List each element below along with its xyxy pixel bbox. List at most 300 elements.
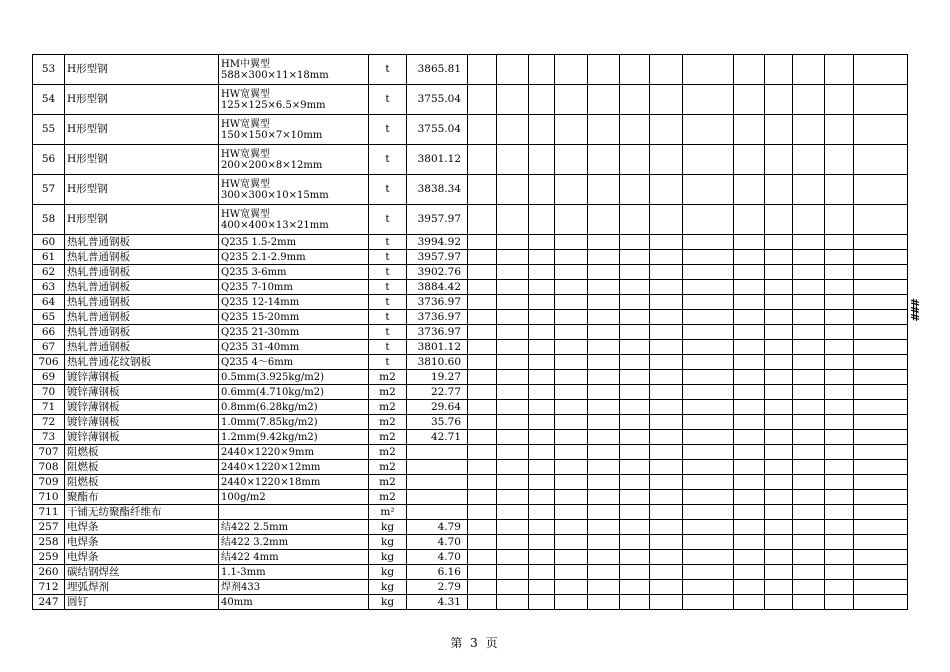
empty-cell (650, 250, 683, 265)
empty-cell (734, 460, 765, 475)
empty-cell (555, 490, 588, 505)
empty-cell (825, 325, 854, 340)
empty-cell (765, 430, 793, 445)
empty-cell (854, 400, 908, 415)
item-name: 干铺无纺聚酯纤维布 (65, 505, 219, 520)
item-price: 6.16 (407, 565, 468, 580)
item-number: 53 (33, 55, 65, 85)
empty-cell (793, 235, 825, 250)
empty-cell (555, 235, 588, 250)
item-price: 3736.97 (407, 295, 468, 310)
empty-cell (854, 460, 908, 475)
empty-cell (529, 310, 555, 325)
item-name: 热轧普通钢板 (65, 325, 219, 340)
empty-cell (497, 445, 529, 460)
empty-cell (497, 505, 529, 520)
empty-cell (620, 340, 650, 355)
item-name: 阻燃板 (65, 445, 219, 460)
empty-cell (765, 400, 793, 415)
empty-cell (529, 355, 555, 370)
table-row (33, 475, 908, 490)
table-row (33, 415, 908, 430)
empty-cell (529, 250, 555, 265)
empty-cell (620, 595, 650, 610)
empty-cell (734, 535, 765, 550)
item-spec (219, 235, 369, 250)
item-number: 54 (33, 85, 65, 115)
item-number: 710 (33, 490, 65, 505)
empty-cell (793, 145, 825, 175)
empty-cell (825, 445, 854, 460)
item-unit: t (369, 355, 407, 370)
empty-cell (825, 535, 854, 550)
empty-cell (588, 85, 620, 115)
empty-cell (650, 430, 683, 445)
item-unit: t (369, 280, 407, 295)
item-name: 镀锌薄钢板 (65, 415, 219, 430)
empty-cell (588, 355, 620, 370)
empty-cell (529, 265, 555, 280)
empty-cell (854, 295, 908, 310)
empty-cell (497, 550, 529, 565)
price-table (32, 54, 908, 610)
empty-cell (765, 235, 793, 250)
table-row (33, 325, 908, 340)
item-number: 55 (33, 115, 65, 145)
spec-line: Q235 12-14mm (221, 296, 300, 308)
empty-cell (588, 505, 620, 520)
empty-cell (854, 475, 908, 490)
empty-cell (620, 85, 650, 115)
spec-line: Q235 31-40mm (221, 341, 300, 353)
item-unit: t (369, 235, 407, 250)
item-name: H形型钢 (65, 85, 219, 115)
item-name: 镀锌薄钢板 (65, 370, 219, 385)
empty-cell (555, 550, 588, 565)
empty-cell (825, 250, 854, 265)
item-spec (219, 550, 369, 565)
empty-cell (497, 535, 529, 550)
empty-cell (620, 280, 650, 295)
empty-cell (793, 370, 825, 385)
item-spec (219, 145, 369, 175)
empty-cell (555, 295, 588, 310)
empty-cell (468, 145, 497, 175)
empty-cell (588, 415, 620, 430)
item-number: 58 (33, 205, 65, 235)
empty-cell (620, 415, 650, 430)
item-number: 64 (33, 295, 65, 310)
spec-line: Q235 1.5-2mm (221, 236, 297, 248)
empty-cell (497, 490, 529, 505)
empty-cell (683, 205, 734, 235)
item-price: 3755.04 (407, 85, 468, 115)
item-number: 247 (33, 595, 65, 610)
empty-cell (650, 340, 683, 355)
empty-cell (765, 460, 793, 475)
empty-cell (650, 595, 683, 610)
empty-cell (620, 475, 650, 490)
empty-cell (765, 325, 793, 340)
item-number: 60 (33, 235, 65, 250)
item-number: 257 (33, 520, 65, 535)
empty-cell (529, 565, 555, 580)
table-row (33, 145, 908, 175)
empty-cell (765, 265, 793, 280)
empty-cell (683, 460, 734, 475)
empty-cell (734, 175, 765, 205)
empty-cell (765, 595, 793, 610)
empty-cell (620, 580, 650, 595)
empty-cell (555, 250, 588, 265)
empty-cell (529, 175, 555, 205)
empty-cell (734, 430, 765, 445)
empty-cell (468, 295, 497, 310)
item-number: 711 (33, 505, 65, 520)
empty-cell (620, 295, 650, 310)
empty-cell (825, 565, 854, 580)
spec-line: HW宽翼型 (221, 148, 270, 160)
empty-cell (620, 400, 650, 415)
empty-cell (734, 415, 765, 430)
item-number: 709 (33, 475, 65, 490)
empty-cell (620, 505, 650, 520)
table-row (33, 535, 908, 550)
empty-cell (468, 535, 497, 550)
empty-cell (555, 385, 588, 400)
empty-cell (825, 310, 854, 325)
item-spec (219, 340, 369, 355)
empty-cell (765, 565, 793, 580)
item-number: 65 (33, 310, 65, 325)
item-spec (219, 385, 369, 400)
empty-cell (683, 565, 734, 580)
empty-cell (468, 505, 497, 520)
empty-cell (683, 175, 734, 205)
table-row (33, 430, 908, 445)
item-price: 3902.76 (407, 265, 468, 280)
empty-cell (854, 145, 908, 175)
item-number: 706 (33, 355, 65, 370)
item-price: 3994.92 (407, 235, 468, 250)
empty-cell (854, 55, 908, 85)
empty-cell (854, 115, 908, 145)
item-price: 42.71 (407, 430, 468, 445)
empty-cell (793, 310, 825, 325)
empty-cell (529, 505, 555, 520)
empty-cell (529, 595, 555, 610)
item-name: 热轧普通花纹钢板 (65, 355, 219, 370)
empty-cell (854, 370, 908, 385)
empty-cell (765, 250, 793, 265)
empty-cell (793, 115, 825, 145)
empty-cell (620, 430, 650, 445)
empty-cell (765, 85, 793, 115)
empty-cell (650, 505, 683, 520)
empty-cell (497, 175, 529, 205)
empty-cell (793, 205, 825, 235)
empty-cell (825, 490, 854, 505)
empty-cell (497, 205, 529, 235)
empty-cell (468, 235, 497, 250)
empty-cell (468, 415, 497, 430)
empty-cell (468, 475, 497, 490)
empty-cell (497, 250, 529, 265)
empty-cell (765, 580, 793, 595)
item-name: H形型钢 (65, 115, 219, 145)
empty-cell (734, 340, 765, 355)
empty-cell (620, 445, 650, 460)
empty-cell (468, 445, 497, 460)
empty-cell (468, 595, 497, 610)
item-spec (219, 370, 369, 385)
item-number: 61 (33, 250, 65, 265)
empty-cell (588, 460, 620, 475)
empty-cell (468, 490, 497, 505)
empty-cell (555, 505, 588, 520)
empty-cell (793, 535, 825, 550)
item-spec (219, 55, 369, 85)
item-name: 镀锌薄钢板 (65, 385, 219, 400)
spec-line: 150×150×7×10mm (221, 129, 323, 141)
empty-cell (650, 205, 683, 235)
item-unit: m2 (369, 370, 407, 385)
empty-cell (683, 445, 734, 460)
empty-cell (588, 175, 620, 205)
empty-cell (734, 355, 765, 370)
spec-line: HW宽翼型 (221, 88, 270, 100)
spec-line: 588×300×11×18mm (221, 69, 329, 81)
empty-cell (825, 430, 854, 445)
empty-cell (734, 115, 765, 145)
empty-cell (683, 325, 734, 340)
empty-cell (620, 520, 650, 535)
empty-cell (793, 295, 825, 310)
empty-cell (588, 115, 620, 145)
empty-cell (497, 520, 529, 535)
empty-cell (825, 415, 854, 430)
empty-cell (825, 550, 854, 565)
table-row (33, 235, 908, 250)
item-spec (219, 325, 369, 340)
empty-cell (683, 595, 734, 610)
empty-cell (765, 280, 793, 295)
empty-cell (650, 145, 683, 175)
empty-cell (555, 370, 588, 385)
item-price (407, 475, 468, 490)
item-price: 3865.81 (407, 55, 468, 85)
empty-cell (683, 415, 734, 430)
item-unit: t (369, 55, 407, 85)
empty-cell (650, 460, 683, 475)
empty-cell (793, 85, 825, 115)
empty-cell (529, 55, 555, 85)
empty-cell (793, 400, 825, 415)
item-spec (219, 310, 369, 325)
empty-cell (588, 565, 620, 580)
empty-cell (468, 175, 497, 205)
empty-cell (793, 595, 825, 610)
empty-cell (825, 400, 854, 415)
empty-cell (734, 85, 765, 115)
table-row (33, 520, 908, 535)
item-name: 电焊条 (65, 520, 219, 535)
empty-cell (825, 295, 854, 310)
empty-cell (529, 235, 555, 250)
spec-line: 结422 4mm (221, 551, 279, 563)
item-name: 热轧普通钢板 (65, 265, 219, 280)
empty-cell (683, 490, 734, 505)
empty-cell (555, 205, 588, 235)
empty-cell (620, 265, 650, 280)
item-spec (219, 490, 369, 505)
item-unit: t (369, 205, 407, 235)
empty-cell (683, 535, 734, 550)
item-name: 电焊条 (65, 535, 219, 550)
empty-cell (825, 115, 854, 145)
item-spec (219, 595, 369, 610)
empty-cell (854, 85, 908, 115)
item-number: 260 (33, 565, 65, 580)
empty-cell (468, 310, 497, 325)
empty-cell (620, 550, 650, 565)
item-spec (219, 205, 369, 235)
item-price: 4.70 (407, 535, 468, 550)
empty-cell (468, 565, 497, 580)
empty-cell (825, 385, 854, 400)
item-name: 埋弧焊剂 (65, 580, 219, 595)
empty-cell (854, 535, 908, 550)
empty-cell (620, 490, 650, 505)
item-price: 3755.04 (407, 115, 468, 145)
table-row (33, 580, 908, 595)
table-row (33, 550, 908, 565)
item-number: 71 (33, 400, 65, 415)
empty-cell (765, 445, 793, 460)
empty-cell (825, 175, 854, 205)
spec-line: 2440×1220×18mm (221, 476, 321, 488)
item-unit: m2 (369, 430, 407, 445)
item-unit: t (369, 145, 407, 175)
empty-cell (734, 295, 765, 310)
spec-line: 400×400×13×21mm (221, 219, 329, 231)
item-unit: t (369, 325, 407, 340)
item-price: 3957.97 (407, 205, 468, 235)
item-spec (219, 295, 369, 310)
item-unit: kg (369, 520, 407, 535)
empty-cell (825, 355, 854, 370)
item-name: H形型钢 (65, 55, 219, 85)
empty-cell (468, 205, 497, 235)
table-row (33, 400, 908, 415)
spec-line: Q235 4～6mm (221, 356, 294, 368)
empty-cell (793, 580, 825, 595)
empty-cell (854, 280, 908, 295)
empty-cell (683, 265, 734, 280)
item-price: 35.76 (407, 415, 468, 430)
item-unit: m2 (369, 415, 407, 430)
empty-cell (765, 535, 793, 550)
empty-cell (854, 550, 908, 565)
empty-cell (793, 250, 825, 265)
empty-cell (620, 355, 650, 370)
empty-cell (734, 580, 765, 595)
empty-cell (854, 235, 908, 250)
item-unit: m2 (369, 400, 407, 415)
empty-cell (497, 265, 529, 280)
item-spec (219, 505, 369, 520)
empty-cell (497, 55, 529, 85)
empty-cell (854, 565, 908, 580)
empty-cell (588, 265, 620, 280)
item-price: 4.79 (407, 520, 468, 535)
item-spec (219, 565, 369, 580)
empty-cell (825, 280, 854, 295)
empty-cell (588, 490, 620, 505)
empty-cell (468, 400, 497, 415)
empty-cell (588, 580, 620, 595)
empty-cell (555, 310, 588, 325)
empty-cell (683, 85, 734, 115)
spec-line: HW宽翼型 (221, 118, 270, 130)
empty-cell (825, 520, 854, 535)
empty-cell (765, 115, 793, 145)
empty-cell (650, 400, 683, 415)
empty-cell (793, 445, 825, 460)
table-row (33, 385, 908, 400)
empty-cell (825, 55, 854, 85)
empty-cell (497, 340, 529, 355)
empty-cell (793, 520, 825, 535)
empty-cell (650, 370, 683, 385)
empty-cell (555, 265, 588, 280)
empty-cell (468, 370, 497, 385)
item-number: 67 (33, 340, 65, 355)
spec-line: Q235 21-30mm (221, 326, 300, 338)
empty-cell (468, 385, 497, 400)
empty-cell (588, 445, 620, 460)
empty-cell (650, 550, 683, 565)
item-number: 708 (33, 460, 65, 475)
empty-cell (734, 385, 765, 400)
empty-cell (683, 310, 734, 325)
item-price: 22.77 (407, 385, 468, 400)
empty-cell (620, 325, 650, 340)
empty-cell (854, 175, 908, 205)
item-price: 4.70 (407, 550, 468, 565)
empty-cell (765, 385, 793, 400)
item-spec (219, 430, 369, 445)
empty-cell (825, 235, 854, 250)
empty-cell (683, 475, 734, 490)
empty-cell (620, 175, 650, 205)
empty-cell (825, 580, 854, 595)
table-row (33, 445, 908, 460)
item-spec (219, 85, 369, 115)
empty-cell (588, 235, 620, 250)
item-price: 3838.34 (407, 175, 468, 205)
empty-cell (555, 520, 588, 535)
empty-cell (497, 280, 529, 295)
empty-cell (588, 595, 620, 610)
empty-cell (683, 280, 734, 295)
empty-cell (620, 250, 650, 265)
empty-cell (588, 550, 620, 565)
empty-cell (529, 370, 555, 385)
empty-cell (529, 385, 555, 400)
item-number: 66 (33, 325, 65, 340)
empty-cell (468, 55, 497, 85)
